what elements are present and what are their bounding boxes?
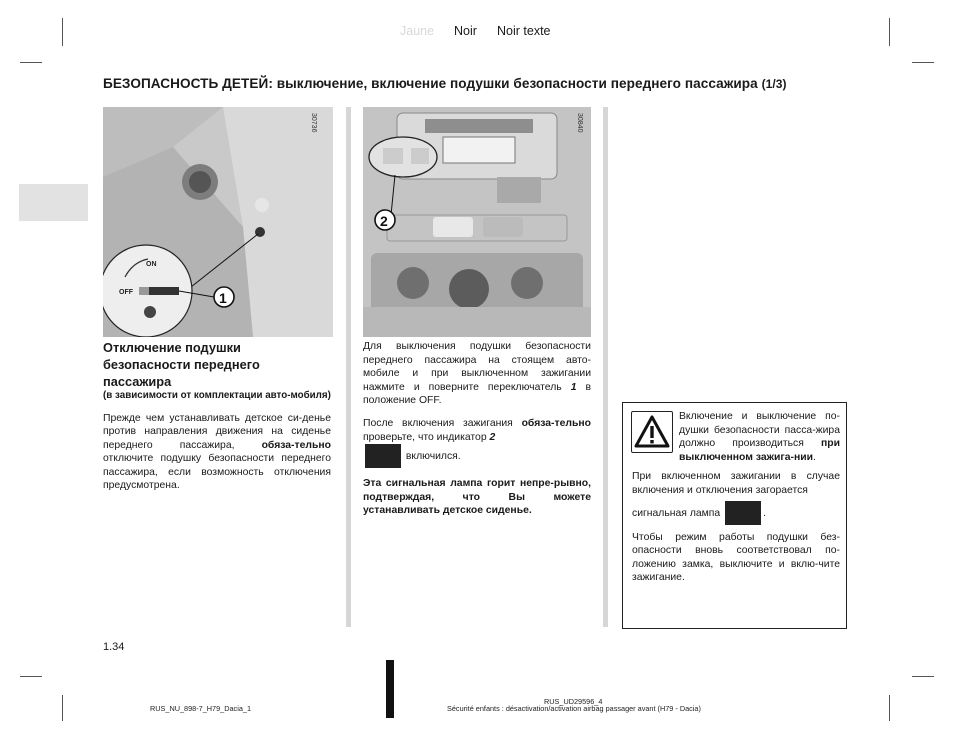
footer-right-code: RUS_UD29596_4	[544, 697, 603, 706]
registration-bar	[386, 660, 394, 718]
photo-dashboard-indicator	[363, 107, 591, 337]
crop-mark	[20, 62, 42, 63]
page-title-main: БЕЗОПАСНОСТЬ ДЕТЕЙ: выключение, включение подушки безопасности переднего пассажира	[103, 76, 758, 91]
crop-mark	[889, 695, 890, 721]
warning-paragraph: сигнальная лампа .	[632, 501, 840, 525]
section-subheading: (в зависимости от комплектации авто-мобиля)	[103, 390, 331, 401]
crop-mark	[62, 695, 63, 721]
column-rule	[346, 107, 351, 627]
crop-mark	[62, 18, 63, 46]
photo-airbag-switch	[103, 107, 333, 337]
column-2	[363, 340, 591, 527]
section-tab	[19, 184, 88, 221]
page-number: 1.34	[103, 641, 125, 653]
column-1	[103, 339, 331, 502]
photo-code: 30736	[310, 113, 317, 133]
callout-1: 1	[219, 290, 227, 306]
crop-mark	[889, 18, 890, 46]
airbag-off-indicator-icon	[365, 444, 401, 468]
crop-mark	[912, 676, 934, 677]
column-rule	[603, 107, 608, 627]
photo-code: 30840	[576, 113, 583, 133]
color-noir-texte: Noir texte	[497, 24, 551, 38]
warning-box	[622, 402, 847, 629]
footer-left-code: RUS_NU_898-7_H79_Dacia_1	[150, 704, 251, 713]
paragraph: Для выключения подушки безопасности переднего пассажира на стоящем авто-мобиле и при выключенном зажигании нажмите и поверните переключатель 1 в положение OFF.	[363, 341, 591, 407]
page-title-part: (1/3)	[761, 77, 787, 91]
callout-2: 2	[380, 213, 388, 229]
warning-paragraph: Включение и выключение по-душки безопасности пасса-жира должно производиться при выключенном зажига-нии.	[679, 411, 840, 463]
crop-mark	[912, 62, 934, 63]
color-jaune: Jaune	[400, 24, 435, 38]
paragraph: Прежде чем устанавливать детское си-денье против направления движения на сиденье переднего пассажира, обяза-тельно отключите подушку безопасности переднего пассажира, если возможность отключения предусмотрена.	[103, 412, 331, 492]
airbag-indicator-icon	[725, 501, 761, 525]
footer-right-desc: Sécurité enfants : désactivation/activation airbag passager avant (H79 - Dacia)	[447, 704, 701, 713]
crop-mark	[20, 676, 42, 677]
page-title	[103, 76, 863, 91]
section-heading: Отключение подушки безопасности переднего пассажира	[103, 340, 260, 389]
switch-off-label: OFF	[119, 289, 133, 296]
warning-paragraph: Чтобы режим работы подушки без-опасности вновь соответствовал по-ложению замка, выключите и вклю-чите зажигание.	[632, 531, 840, 584]
paragraph: После включения зажигания обяза-тельно проверьте, что индикатор 2 включился.	[363, 417, 591, 468]
warning-paragraph: При включенном зажигании в случае включения и отключения загорается	[632, 471, 840, 496]
color-noir: Noir	[454, 24, 477, 38]
switch-on-label: ON	[146, 261, 157, 268]
paragraph: Эта сигнальная лампа горит непре-рывно, подтверждая, что Вы можете устанавливать детское сиденье.	[363, 478, 591, 517]
